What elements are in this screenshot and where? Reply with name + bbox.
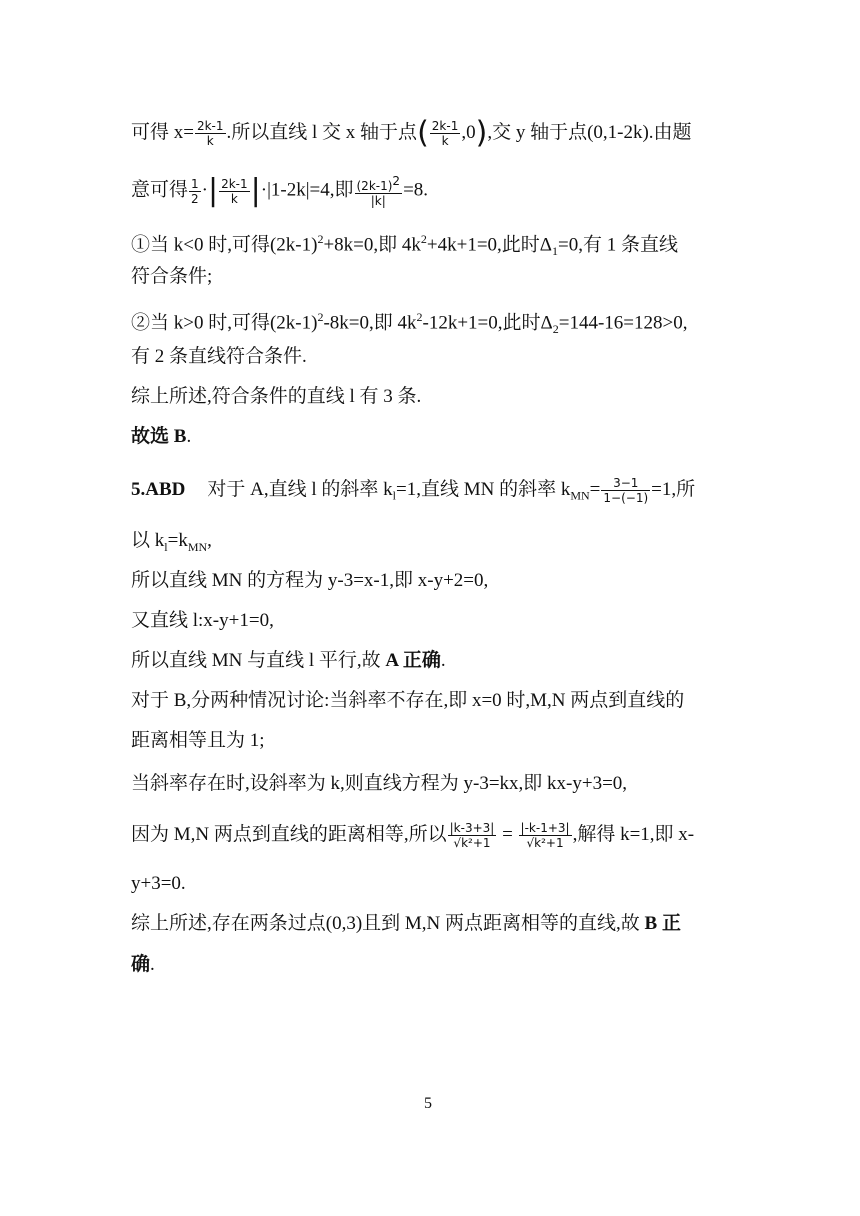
numerator — [355, 174, 403, 194]
text-line: 有 2 条直线符合条件. — [131, 346, 307, 367]
text: 故选 — [131, 426, 174, 447]
denominator: k — [441, 134, 449, 148]
text: +4k+1=0,此时Δ — [426, 234, 553, 256]
text-line: 综上所述,符合条件的直线 l 有 3 条. — [131, 386, 422, 407]
text-line — [131, 227, 678, 263]
text-line — [131, 476, 695, 508]
text-line — [131, 912, 681, 936]
question-number: 5.ABD — [131, 478, 186, 500]
text: ②当 k>0 时,可得(2k-1) — [131, 312, 318, 334]
superscript: 2 — [392, 174, 401, 188]
text: ·|1-2k|=4,即 — [260, 179, 354, 201]
fraction — [430, 119, 461, 148]
numerator: 3−1 — [601, 476, 650, 491]
text: 可得 x= — [131, 121, 194, 143]
subscript: l — [164, 539, 168, 554]
text: , — [207, 530, 212, 551]
superscript: 2 — [317, 310, 324, 324]
text: 综上所述,存在两条过点(0,3)且到 M,N 两点距离相等的直线,故 — [131, 913, 645, 934]
fraction — [448, 821, 497, 850]
denominator: |k| — [370, 194, 386, 208]
text: +8k=0,即 4k — [323, 234, 421, 256]
text-line — [131, 174, 428, 208]
denominator: √k²+1 — [526, 836, 564, 850]
text: 意可得 — [131, 179, 189, 201]
subscript: 1 — [552, 244, 559, 259]
text: 对于 A,直线 l 的斜率 k — [207, 478, 393, 500]
subscript: l — [392, 488, 396, 503]
fraction — [189, 177, 201, 206]
text: =8. — [403, 179, 429, 201]
fraction — [219, 177, 250, 206]
text-line — [131, 649, 446, 673]
text: =1,直线 MN 的斜率 k — [395, 478, 571, 500]
text: . — [440, 650, 446, 671]
text: =144-16=128>0, — [558, 312, 688, 334]
page-number: 5 — [424, 1095, 432, 1112]
denominator: 2 — [191, 191, 199, 206]
text: =1,所 — [651, 478, 696, 500]
text-line — [131, 821, 694, 850]
text: · — [201, 179, 208, 201]
text-line — [131, 953, 155, 977]
text-line — [131, 305, 687, 341]
text-line: 对于 B,分两种情况讨论:当斜率不存在,即 x=0 时,M,N 两点到直线的 — [131, 690, 685, 711]
text: = — [589, 478, 601, 500]
text: .所以直线 l 交 x 轴于点 — [226, 121, 418, 143]
fraction — [355, 174, 403, 208]
text: -8k=0,即 4k — [323, 312, 417, 334]
text: 因为 M,N 两点到直线的距离相等,所以 — [131, 823, 447, 845]
text: . — [150, 954, 155, 975]
numerator: 2k-1 — [196, 119, 224, 133]
superscript: 2 — [317, 232, 324, 246]
numerator: |-k-1+3| — [520, 821, 570, 835]
text: ①当 k<0 时,可得(2k-1) — [131, 234, 318, 256]
subscript: MN — [570, 488, 590, 503]
fraction — [195, 119, 226, 148]
text: (2k-1) — [356, 179, 393, 193]
text-line: 符合条件; — [131, 266, 213, 287]
text: 以 k — [131, 530, 165, 551]
text: . — [186, 426, 192, 447]
text: ,交 y 轴于点(0,1-2k).由题 — [487, 121, 692, 143]
denominator: k — [206, 134, 214, 148]
text-line: y+3=0. — [131, 873, 186, 894]
subscript: MN — [187, 539, 208, 554]
numerator: 1 — [191, 176, 199, 191]
text-line — [131, 529, 212, 559]
numerator: 2k-1 — [221, 176, 248, 191]
text: ,解得 k=1,即 x- — [572, 823, 695, 845]
text-line: 距离相等且为 1; — [131, 730, 265, 751]
denominator: k — [230, 191, 238, 206]
text-line — [131, 115, 692, 151]
superscript: 2 — [420, 232, 427, 246]
superscript: 2 — [416, 310, 423, 324]
paren: ) — [475, 115, 488, 151]
subscript: 2 — [552, 322, 559, 337]
paren: ( — [417, 115, 429, 151]
denominator: √k²+1 — [453, 836, 491, 850]
abs-bar: | — [250, 173, 261, 208]
text: 所以直线 MN 与直线 l 平行,故 — [131, 650, 386, 671]
text-bold: A 正确 — [385, 650, 441, 671]
text: = — [497, 823, 518, 845]
text-line: 当斜率存在时,设斜率为 k,则直线方程为 y-3=kx,即 kx-y+3=0, — [131, 773, 628, 794]
abs-bar: | — [207, 173, 219, 208]
text-bold: B 正 — [644, 913, 681, 934]
answer-letter: B — [173, 426, 187, 447]
denominator: 1−(−1) — [603, 491, 649, 505]
text: =k — [167, 530, 188, 551]
numerator: 2k-1 — [431, 119, 459, 133]
text-line: 所以直线 MN 的方程为 y-3=x-1,即 x-y+2=0, — [131, 570, 489, 591]
text-bold: 确 — [131, 954, 151, 975]
fraction — [519, 821, 572, 850]
text-line — [131, 425, 191, 449]
fraction — [601, 476, 650, 505]
text: -12k+1=0,此时Δ — [422, 312, 553, 334]
numerator: |k-3+3| — [449, 821, 495, 835]
text: =0,有 1 条直线 — [558, 234, 678, 256]
text-line: 又直线 l:x-y+1=0, — [131, 610, 274, 631]
text: ,0 — [461, 121, 476, 143]
